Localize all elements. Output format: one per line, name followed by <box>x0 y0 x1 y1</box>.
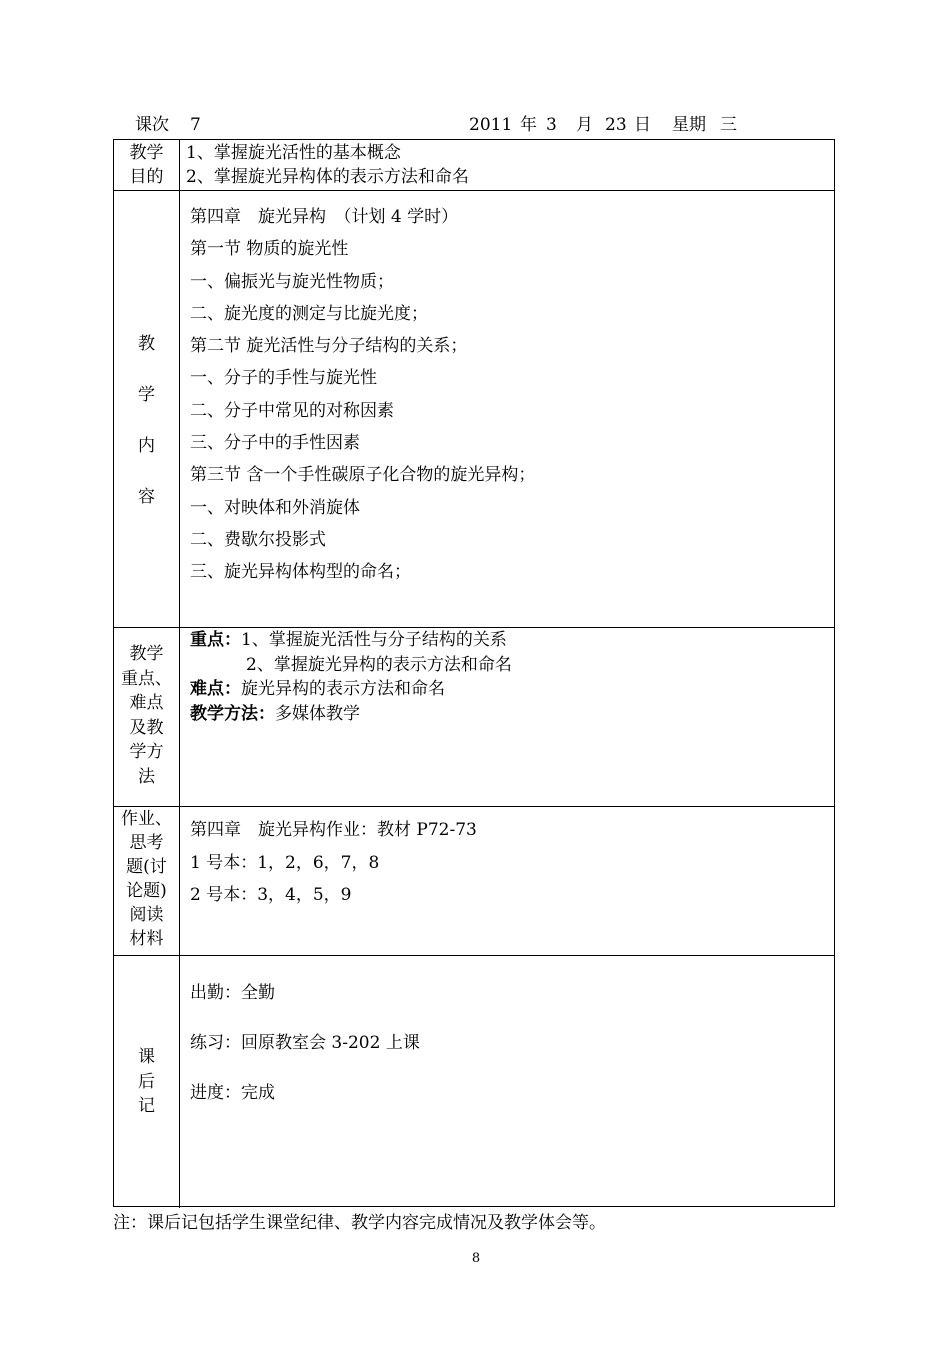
objectives-row <box>114 140 834 191</box>
objectives-label <box>114 140 180 190</box>
content-label <box>114 191 180 627</box>
objective-line: 1、掌握旋光活性的基本概念 <box>186 143 401 163</box>
content-line: 一、对映体和外消旋体 <box>190 497 360 518</box>
teaching-method-label: 教学方法： <box>190 703 275 724</box>
lesson-plan-table <box>113 139 835 1207</box>
content-line: 三、旋光异构体构型的命名； <box>190 562 411 583</box>
page-number: 8 <box>471 1251 481 1266</box>
key-point-1: 1、掌握旋光活性与分子结构的关系 <box>241 630 507 650</box>
label-line: 难点 <box>129 693 164 713</box>
objectives-content <box>186 141 828 189</box>
label-line: 学方 <box>129 742 164 762</box>
label-line: 材料 <box>129 929 164 949</box>
label-line: 内 <box>138 436 155 456</box>
date-month: 3 <box>546 115 557 135</box>
label-line: 学 <box>138 385 155 405</box>
content-line: 二、旋光度的测定与比旋光度； <box>190 303 428 324</box>
label-line: 阅读 <box>129 905 164 925</box>
date-year-unit: 年 <box>520 115 537 135</box>
label-line: 作业、 <box>121 809 172 829</box>
afterclass-body <box>190 981 828 1105</box>
content-body <box>190 201 828 589</box>
homework-line: 2 号本：3，4，5，9 <box>190 885 352 905</box>
label-line: 后 <box>138 1071 155 1092</box>
label-line: 及教 <box>129 717 164 738</box>
label-line: 课 <box>138 1047 155 1068</box>
afterclass-label <box>114 956 180 1208</box>
date-year: 2011 <box>469 115 513 135</box>
lesson-number: 7 <box>190 115 201 135</box>
content-row <box>114 191 834 628</box>
content-line: 第三节 含一个手性碳原子化合物的旋光异构； <box>190 465 536 486</box>
date-day: 23 <box>605 115 627 135</box>
key-point-label: 重点： <box>190 630 241 650</box>
label-line: 教学 <box>129 644 164 664</box>
label-line: 容 <box>138 487 155 507</box>
lesson-header <box>0 113 952 137</box>
keypoints-row <box>114 628 834 807</box>
keypoints-body <box>190 628 828 726</box>
label-line: 记 <box>138 1096 155 1117</box>
content-line: 第四章 旋光异构 （计划 4 学时） <box>190 207 459 227</box>
practice-line: 练习：回原教室会 3-202 上课 <box>190 1033 420 1053</box>
progress-line: 进度：完成 <box>190 1083 275 1103</box>
content-line: 二、分子中常见的对称因素 <box>190 400 394 421</box>
keypoints-label <box>114 628 180 806</box>
homework-line: 1 号本：1，2，6，7，8 <box>190 852 380 873</box>
date-month-unit: 月 <box>576 115 593 135</box>
lesson-label: 课次 <box>135 115 169 135</box>
weekday-label: 星期 <box>672 115 706 135</box>
content-line: 一、偏振光与旋光性物质； <box>190 271 394 292</box>
difficult-point: 旋光异构的表示方法和命名 <box>241 679 445 699</box>
label-line: 论题) <box>126 881 167 901</box>
label-line: 教 <box>138 334 155 354</box>
difficult-point-line <box>190 677 828 702</box>
label-line: 目的 <box>129 167 164 187</box>
afterclass-row <box>114 956 834 1208</box>
difficult-point-label: 难点： <box>190 679 241 699</box>
objective-line: 2、掌握旋光异构体的表示方法和命名 <box>186 167 469 187</box>
content-line: 第二节 旋光活性与分子结构的关系； <box>190 336 468 357</box>
teaching-method: 多媒体教学 <box>275 703 360 724</box>
content-line: 第一节 物质的旋光性 <box>190 239 349 260</box>
homework-label <box>114 807 180 955</box>
label-line: 法 <box>138 766 155 787</box>
attendance-line: 出勤：全勤 <box>190 983 275 1003</box>
homework-body <box>190 814 828 912</box>
label-line: 教学 <box>129 143 164 163</box>
label-line: 重点、 <box>121 668 172 689</box>
date-day-unit: 日 <box>634 115 651 135</box>
teaching-method-line <box>190 702 828 727</box>
homework-row <box>114 807 834 956</box>
content-line: 一、分子的手性与旋光性 <box>190 368 377 389</box>
homework-line: 第四章 旋光异构作业：教材 P72-73 <box>190 820 477 840</box>
label-line: 题(讨 <box>126 857 167 877</box>
key-point-line <box>190 628 828 653</box>
footnote: 注：课后记包括学生课堂纪律、教学内容完成情况及教学体会等。 <box>113 1213 606 1233</box>
weekday-value: 三 <box>720 115 737 135</box>
content-line: 三、分子中的手性因素 <box>190 433 360 454</box>
key-point-2: 2、掌握旋光异构的表示方法和命名 <box>246 654 512 675</box>
label-line: 思考 <box>129 833 164 853</box>
content-line: 二、费歇尔投影式 <box>190 529 326 550</box>
